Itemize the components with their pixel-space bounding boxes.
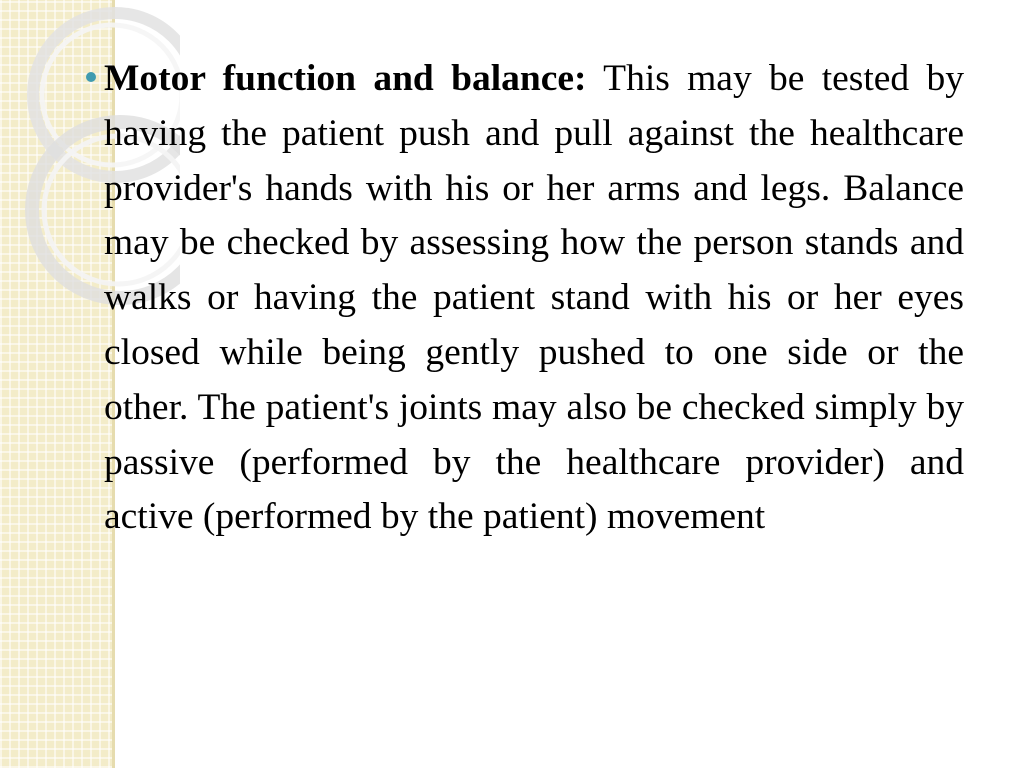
bullet-item xyxy=(74,52,964,545)
bullet-body: This may be tested by having the patient push and pull against the healthcare provider's hands with his or her arms and legs. Balance may be checked by assessing how the person stands and walks or having the patient stand with his or her eyes closed while being gently pushed to one side or the other. The patient's joints may also be checked simply by passive (performed by the healthcare provider) and active (performed by the patient) movement xyxy=(104,58,964,538)
bullet-heading: Motor function and balance: xyxy=(104,58,587,99)
slide-content xyxy=(74,52,964,545)
bullet-text xyxy=(104,52,964,545)
bullet-dot-icon xyxy=(74,52,104,106)
